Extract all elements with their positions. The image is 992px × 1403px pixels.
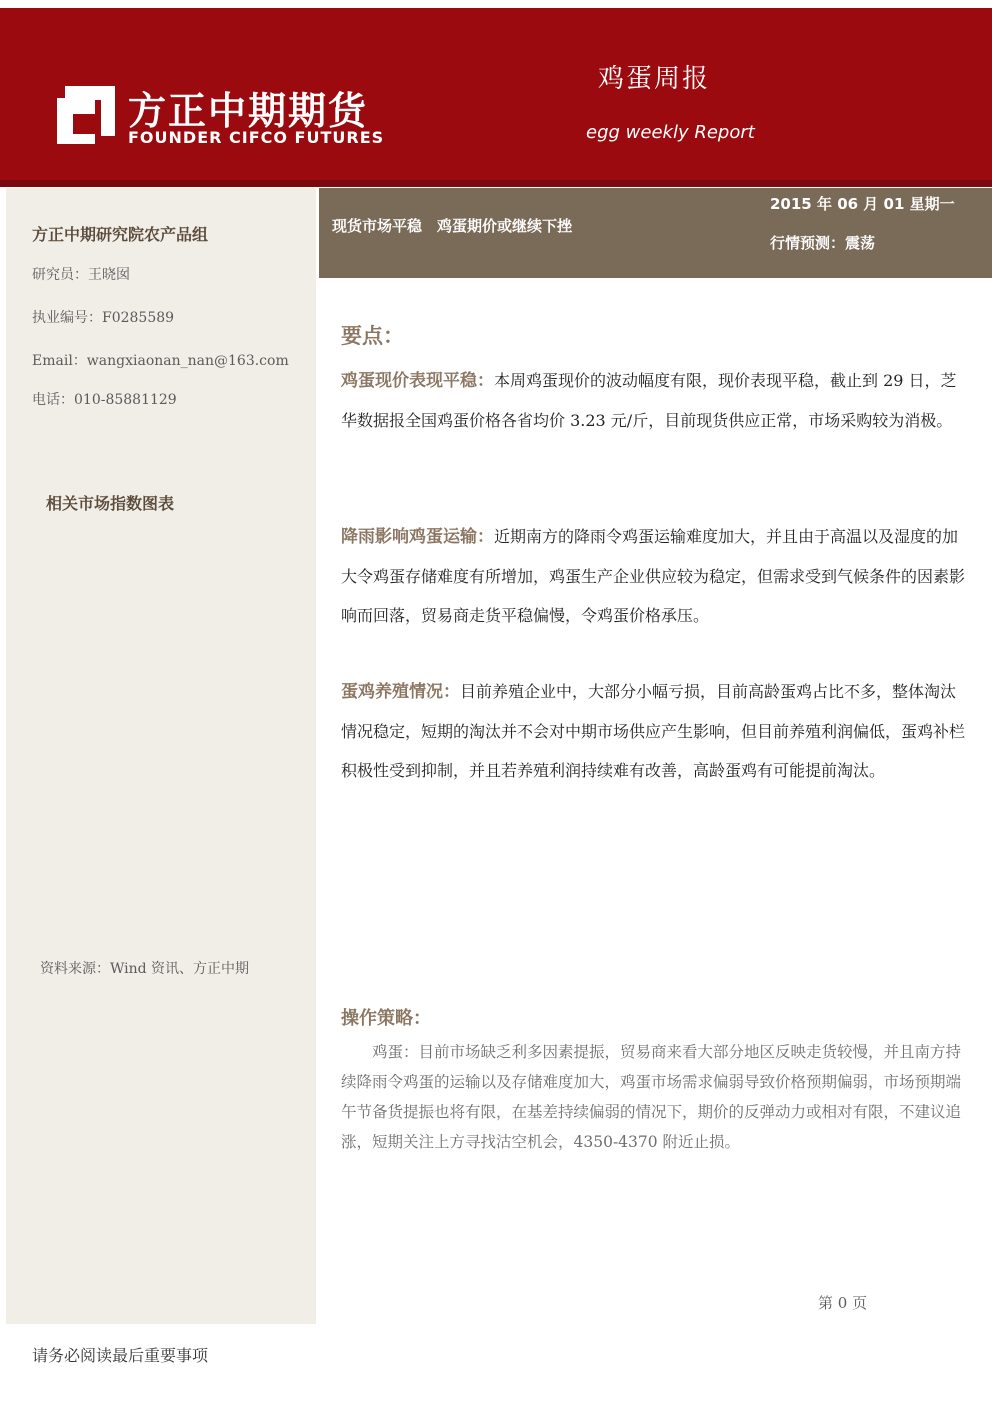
report-title-cn: 鸡蛋周报 <box>598 64 711 94</box>
point-rain-transport <box>341 517 969 635</box>
point-layer-farming <box>341 672 969 790</box>
related-charts-title: 相关市场指数图表 <box>46 494 175 513</box>
point-text: 目前养殖企业中，大部分小幅亏损，目前高龄蛋鸡占比不多，整体淘汰情况稳定，短期的淘汰并不会对中期市场供应产生影响，但目前养殖利润偏低，蛋鸡补栏积极性受到抑制，并且若养殖利润持续难有改善，高龄蛋鸡有可能提前淘汰。 <box>341 682 966 780</box>
analyst-name: 研究员：王晓囡 <box>32 267 130 283</box>
point-spot-price <box>341 361 969 440</box>
point-lead: 降雨影响鸡蛋运输： <box>341 527 494 547</box>
header-divider <box>0 180 992 187</box>
founder-logo-icon <box>55 84 117 146</box>
phone-number: 电话：010-85881129 <box>32 392 177 408</box>
license-number: 执业编号：F0285589 <box>32 310 175 326</box>
strategy-section <box>341 1037 969 1157</box>
email-address: Email：wangxiaonan_nan@163.com <box>32 353 289 369</box>
point-text: 近期南方的降雨令鸡蛋运输难度加大，并且由于高温以及湿度的加大令鸡蛋存储难度有所增加，鸡蛋生产企业供应较为稳定，但需求受到气候条件的因素影响而回落，贸易商走货平稳偏慢，令鸡蛋价格承压。 <box>341 527 966 625</box>
disclaimer-note: 请务必阅读最后重要事项 <box>32 1346 209 1365</box>
banner-headline: 现货市场平稳 鸡蛋期价或继续下挫 <box>332 217 573 235</box>
data-source: 资料来源：Wind 资讯、方正中期 <box>40 961 250 977</box>
brand-name-cn: 方正中期期货 <box>128 89 369 133</box>
strategy-text: 鸡蛋：目前市场缺乏利多因素提振，贸易商来看大部分地区反映走货较慢，并且南方持续降雨令鸡蛋的运输以及存储难度加大，鸡蛋市场需求偏弱导致价格预期偏弱，市场预期端午节备货提振也将有限，在基差持续偏弱的情况下，期价的反弹动力或相对有限，不建议追涨，短期关注上方寻找沽空机会，4350-4370 附近止损。 <box>341 1043 962 1151</box>
key-points-title: 要点： <box>341 324 404 348</box>
strategy-title: 操作策略： <box>341 1008 431 1029</box>
point-lead: 蛋鸡养殖情况： <box>341 682 460 702</box>
research-group: 方正中期研究院农产品组 <box>32 225 209 244</box>
market-forecast: 行情预测：震荡 <box>770 234 876 252</box>
report-date: 2015 年 06 月 01 星期一 <box>770 195 955 213</box>
report-title-en: egg weekly Report <box>586 122 755 143</box>
point-text: 本周鸡蛋现价的波动幅度有限，现价表现平稳，截止到 29 日，芝华数据报全国鸡蛋价格各省均价 3.23 元/斤，目前现货供应正常，市场采购较为消极。 <box>341 371 957 430</box>
page-number: 第 0 页 <box>818 1294 868 1312</box>
brand-name-en: FOUNDER CIFCO FUTURES <box>128 128 385 147</box>
point-lead: 鸡蛋现价表现平稳： <box>341 371 494 391</box>
